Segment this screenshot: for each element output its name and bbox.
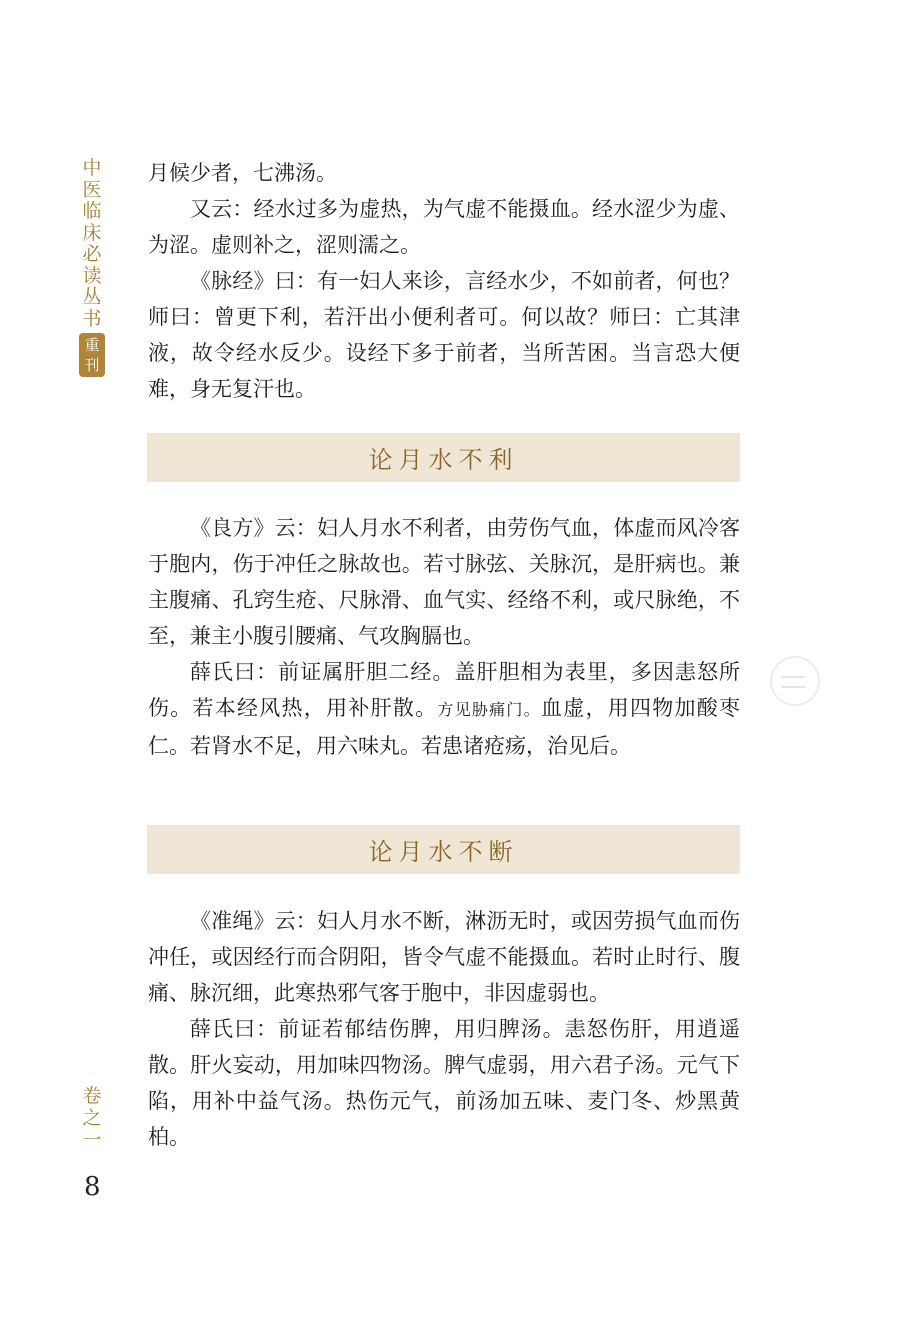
paragraph-text: 血虚，用四物加酸枣仁。若肾水不足，用六味丸。若患诸疮疡，治见后。 xyxy=(148,696,741,758)
badge-char: 刊 xyxy=(84,356,100,374)
publisher-watermark-icon xyxy=(770,656,820,706)
series-char: 必 xyxy=(82,243,102,265)
section-heading: 论月水不断 xyxy=(147,825,740,874)
series-char: 读 xyxy=(82,264,102,287)
series-char: 丛 xyxy=(82,286,102,308)
body-text-block-2 xyxy=(148,510,740,764)
paragraph: 月候少者，七沸汤。 xyxy=(148,161,337,185)
body-text-block-1 xyxy=(148,155,740,407)
page-number: 8 xyxy=(84,1172,101,1202)
paragraph xyxy=(148,654,740,764)
paragraph: 又云：经水过多为虚热，为气虚不能摄血。经水涩少为虚、为涩。虚则补之，涩则濡之。 xyxy=(148,197,740,257)
volume-char: 之 xyxy=(82,1107,102,1129)
paragraph-text: 薛氏曰：前证属肝胆二经。盖肝胆相为表里，多因恚怒所伤。若本经风热，用补肝散。 xyxy=(148,660,740,720)
series-char: 中 xyxy=(82,157,102,179)
paragraph: 薛氏曰：前证若郁结伤脾，用归脾汤。恚怒伤肝，用逍遥散。肝火妄动，用加味四物汤。脾气虚弱，用六君子汤。元气下陷，用补中益气汤。热伤元气，前汤加五味、麦门冬、炒黑黄柏。 xyxy=(148,1017,740,1149)
body-text-block-3 xyxy=(148,903,740,1155)
series-char: 临 xyxy=(82,200,102,222)
section-heading: 论月水不利 xyxy=(147,433,740,482)
paragraph: 《脉经》曰：有一妇人来诊，言经水少，不如前者，何也？师曰：曾更下利，若汗出小便利者可。何以故？师曰：亡其津液，故令经水反少。设经下多于前者，当所苦困。当言恐大便难，身无复汗也。 xyxy=(148,269,740,401)
inline-note: 方见胁痛门。 xyxy=(437,700,541,719)
series-char: 床 xyxy=(82,221,102,244)
series-title-vertical xyxy=(80,158,104,330)
badge-char: 重 xyxy=(84,336,100,354)
volume-char: 卷 xyxy=(82,1085,102,1107)
volume-char: 一 xyxy=(82,1129,102,1151)
series-char: 医 xyxy=(82,178,102,201)
series-char: 书 xyxy=(82,307,102,330)
paragraph: 《准绳》云：妇人月水不断，淋沥无时，或因劳损气血而伤冲任，或因经行而合阴阳，皆令气虚不能摄血。若时止时行、腹痛、脉沉细，此寒热邪气客于胞中，非因虚弱也。 xyxy=(148,909,740,1005)
volume-label-vertical xyxy=(80,1085,104,1151)
reprint-badge xyxy=(79,333,105,377)
paragraph: 《良方》云：妇人月水不利者，由劳伤气血，体虚而风冷客于胞内，伤于冲任之脉故也。若寸脉弦、关脉沉，是肝病也。兼主腹痛、孔窍生疮、尺脉滑、血气实、经络不利，或尺脉绝，不至，兼主小腹引腰痛、气攻胸膈也。 xyxy=(148,516,740,648)
